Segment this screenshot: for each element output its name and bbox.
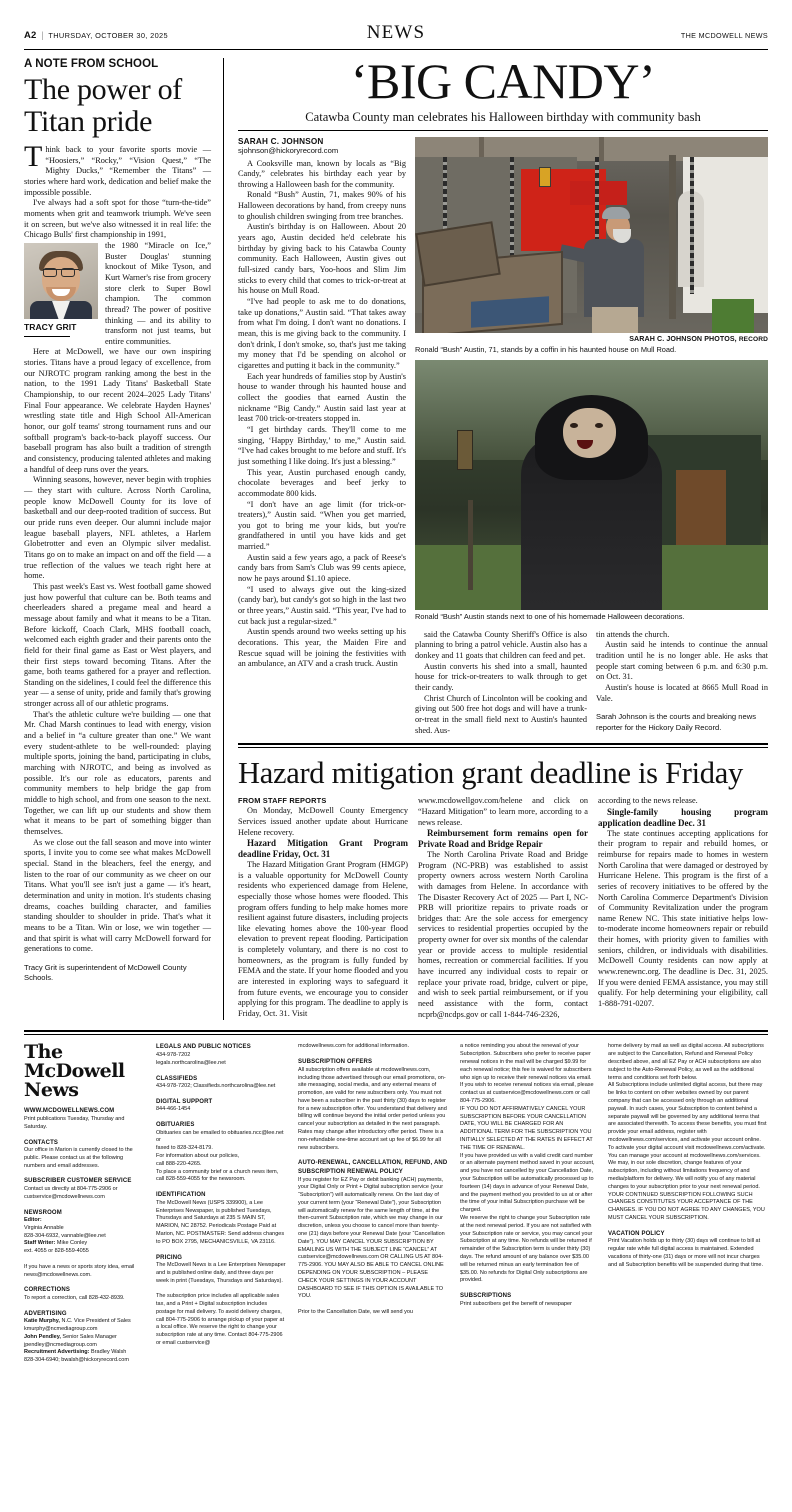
footer-text: kmurphy@ncmediagroup.com	[24, 1326, 98, 1333]
footer-heading: CORRECTIONS	[24, 1287, 70, 1294]
hazard-subhead-1: Hazard Mitigation Grant Program deadline Friday, Oct. 31	[238, 838, 408, 860]
photo2-caption: Ronald “Bush” Austin stands next to one of his homemade Halloween decorations.	[415, 612, 685, 622]
footer-text: To report a correction, call 828-432-8939.	[24, 1294, 125, 1301]
footer-column-3	[298, 1043, 448, 1365]
photo1-caption: Ronald “Bush” Austin, 71, stands by a coffin in his haunted house on Mull Road.	[415, 344, 677, 354]
story-column-2	[415, 630, 587, 737]
story-para-14: Christ Church of Lincolnton will be cooking and giving out 500 free hot dogs and will have a trunk-or-treat in the small field next to Austin's haunted shed. Aus-	[415, 693, 587, 735]
main-story	[224, 53, 768, 1020]
hazard-subhead-3: Single-family housing program application deadline Dec. 31	[598, 806, 768, 828]
folio-rule	[24, 49, 768, 50]
column-para-4: Winning seasons, however, never begin with trophies — they start with culture. Across North Carolina, people know McDowell County for its love of basketball and our deep-rooted tradition of success. But our pride runs even deeper. Our alumni include major league baseball players, NFL athletes, a Harlem Globetrotter and even an Olympic silver medalist. Titans go on to make an impact on and off the field — a true reflection of the values we teach right here at home.	[24, 475, 211, 581]
column-headline-line1: The power of	[24, 73, 183, 106]
photo1-credit-bold: SARAH C. JOHNSON PHOTOS,	[629, 334, 737, 343]
footer-text: a notice reminding you about the renewal of your Subscription. Subscribers who prefer to receive paper renewal notices in the mail will be charged $9.99 for each renewal notice; this fee is waived for subscribers who sign up to receive their renewal notices via email. If you wish to receive renewal notices via email, please contact us at custservice@mcdowellnews.com or call 804-775-2906.	[460, 1043, 594, 1104]
footer-text: jpendley@ncmediagroup.com	[24, 1341, 97, 1348]
footer-text: Virginia Annable	[24, 1224, 64, 1231]
footer-label: John Pendley,	[24, 1333, 61, 1340]
footer-text	[24, 1217, 144, 1225]
hazard-column-2	[418, 796, 588, 1020]
footer-text: 844-466-1454	[156, 1106, 191, 1113]
page-number: A2	[24, 30, 37, 41]
column-para-3: Here at McDowell, we have our own inspiring stories. Titans have a proud legacy of excellence, from our NJROTC program ranking among the best in the nation, to the 1991 Lady Titans' Basketball State Championship, to our recent 2024–2025 Lady Titans' Final Four appearance. We celebrate Hayden Haynes' wrestling state title and High School All-American honor, our golf teams' strong tournament runs and our softball program's back-to-back playoff success. Our baseball program has also built a tradition of strength and consistency, producing talented athletes and making a handful of deep runs over the years.	[24, 347, 211, 474]
folio-separator: |	[41, 30, 44, 40]
hazard-rule-bottom	[238, 747, 768, 748]
photo1-credit	[415, 335, 768, 343]
footer-text: Recruitment Advertising: Bradley Walsh	[24, 1349, 127, 1356]
footer-rule-bottom	[24, 1034, 768, 1035]
column-para-2: I've always had a soft spot for those “turn-the-tide” moments when grit and teamwork triumph. We've seen it on screen, but we've also witnessed it in real life: the Chicago Bulls' first championship in 1991,	[24, 198, 211, 240]
column-kicker: A NOTE FROM SCHOOL	[24, 58, 159, 70]
footer-text: Katie Murphy, N.C. Vice President of Sales	[24, 1318, 131, 1325]
hazard-para-5: according to the news release.	[598, 796, 698, 806]
story-para-17: Austin's house is located at 8665 Mull Road in Vale.	[596, 683, 768, 703]
footer-heading: IDENTIFICATION	[156, 1192, 206, 1199]
folio-date: THURSDAY, OCTOBER 30, 2025	[48, 31, 168, 40]
hazard-para-2: The Hazard Mitigation Grant Program (HMGP) is a valuable opportunity for McDowell County residents who experienced damage from Helene, especially those whose homes were flooded. This program offers funding to help make homes more resilient against future disasters, including projects like elevating homes above the 100-year flood elevation to prevent repeat flooding. Participation is completely voluntary, and there is no cost to homeowners, as the program is fully funded by FEMA and the state. If your home flooded and you are interested in exploring ways to safeguard it from future events, we encourage you to consider applying for this program. The deadline to apply is Friday, Oct. 31. Visit	[238, 859, 408, 1019]
column-body	[24, 140, 211, 955]
column-para-1	[24, 140, 211, 198]
story-column-1	[238, 137, 406, 737]
column-para-1-text: hink back to your favorite sports movie — “Hoosiers,” “Rocky,” “Vision Quest,” “The Mighty Ducks,” “Remember the Titans” — stories where hard work, dedication and belief make the impossible possible.	[24, 145, 211, 197]
footer-text: The McDowell News is a Lee Enterprises Newspaper and is published online daily, and three days per week in print (Tuesdays, Thursdays and Saturdays).	[156, 1262, 286, 1284]
hazard-para-4: The North Carolina Private Road and Bridge Program (NC-PRB) was established to assist property owners across western North Carolina with damages from Helene. In accordance with The Disaster Recovery Act of 2025 — Part I, NC-PRB will prioritize repairs to private roads or bridges that: Are the sole access for emergency services to residential properties occupied by the property owner for over six months of the calendar year or provide access to multiple residential homes, recreation or commercial facilities. If you have incurred any individual costs to repair or replace your private road, bridge, culvert or pipe, and wish to seek partial reimbursement, or if you need assistance with the form, contact ncprb@ncdps.gov or call 1-844-746-2326,	[418, 849, 588, 1019]
columnist-avatar	[24, 243, 98, 319]
hazard-column-1	[238, 796, 408, 1020]
story-para-15: tin attends the church.	[596, 629, 670, 639]
footer-text: 828-304-6932, vannable@lee.net	[24, 1232, 106, 1239]
footer-heading: PRICING	[156, 1254, 183, 1261]
footer-text: To place a community brief or a church news item, call 828-559-4055 for the newsroom.	[156, 1168, 279, 1183]
story-runover	[415, 630, 768, 737]
byline-name: SARAH C. JOHNSON	[238, 136, 324, 146]
footer-label: Katie Murphy,	[24, 1318, 60, 1325]
footer-label: Staff Writer:	[24, 1240, 56, 1247]
story-col2-body	[415, 630, 587, 737]
story-para-8: “I don't have an age limit (for trick-or-treaters),” Austin said. “When you get married, you got to bring me your kids, but you're grandfathered in until you have kids and get married.”	[238, 499, 406, 552]
story-para-9: Austin said a few years ago, a pack of Reese's candy bars from Sam's Club was 99 cents apiece, now he pays around $1.10 apiece.	[238, 552, 406, 584]
opinion-column	[24, 58, 224, 1020]
columnist-rule	[24, 336, 70, 337]
footer-text: IF YOU DO NOT AFFIRMATIVELY CANCEL YOUR SUBSCRIPTION BEFORE YOUR CANCELLATION DATE, YOU WILL BE CHARGED FOR AN ADDITIONAL TERM FOR THE SUBSCRIPTION YOU INITIALLY SELECTED AT THE RATES IN EFFECT AT THE TIME OF RENEWAL.	[460, 1105, 593, 1151]
hazard-headline: Hazard mitigation grant deadline is Friday	[238, 756, 743, 791]
hazard-columns	[238, 796, 768, 1020]
footer-text: call 888-220-4265.	[156, 1160, 202, 1167]
top-region	[24, 53, 768, 1020]
footer-heading: AUTO-RENEWAL, CANCELLATION, REFUND, AND SUBSCRIPTION RENEWAL POLICY	[298, 1160, 448, 1175]
column-para-5: This past week's East vs. West football game showed just how powerful that culture can be. Both teams and cheerleaders shared a pregame meal and heard a message about family and what it means to be a Titan. Before kickoff, Coach Clark, MHS football coach, welcomed each eighth grader and their parents onto the field for their final game as East or West players, and their first steps toward becoming Titans. After the game, both teams gathered for a prayer and reflection. Standing on the sidelines, I could feel the difference this year — a sense of unity, pride and family that's growing stronger across all of our athletic programs.	[24, 581, 211, 709]
footer-heading: SUBSCRIPTIONS	[460, 1293, 512, 1300]
story-para-4: “I've had people to ask me to do donations, take up donations,” Austin said. “That takes away from what I'm doing. I don't want no donations. I mean, this is me giving back to the community. I don't drink, I don't smoke, so, that's just me taking my money that I'd be spending on alcohol or cigarettes and putting it back in the community.”	[238, 297, 406, 370]
halloween-decoration-photo	[415, 360, 768, 610]
footer-heading: WWW.MCDOWELLNEWS.COM	[24, 1108, 115, 1115]
section-name: NEWS	[366, 22, 426, 43]
footer-text: We may, in our sole discretion, change features of your subscription, including without limitations frequency of and media/platform for delivery. We will notify you of any material changes to your subscription prior to your next renewal period. YOUR CONTINUED SUBSCRIPTION FOLLOWING SUCH CHANGES CONSTITUTES YOUR ACCEPTANCE OF THE CHANGES. IF YOU DO NOT AGREE TO ANY CHANGES, YOU MUST CANCEL YOUR SUBSCRIPTION.	[608, 1160, 765, 1221]
footer-text: legals.northcarolina@lee.net	[156, 1059, 226, 1066]
story-column-3	[596, 630, 768, 737]
footer-column-1	[24, 1043, 144, 1365]
footer-heading: SUBSCRIPTION OFFERS	[298, 1059, 373, 1066]
footer-heading: OBITUARIES	[156, 1122, 195, 1129]
footer-text: Print subscribers get the benefit of newspaper	[460, 1300, 572, 1307]
footer-text: Print publications Tuesday, Thursday and Saturday.	[24, 1115, 125, 1130]
story-para-11: Austin spends around two weeks setting up his decorations. This year, the Maiden Fire and Rescue squad will be joining the festivities with an ambulance, an ATV and a crash truck. Austin	[238, 627, 406, 669]
story-col3-body	[596, 630, 768, 705]
footer-text: If you have a news or sports story idea, email news@mcdowellnews.com.	[24, 1263, 135, 1278]
footer-masthead	[24, 1043, 768, 1365]
footer-heading: CONTACTS	[24, 1139, 59, 1146]
footer-rule-top	[24, 1030, 768, 1032]
footer-text: All Subscriptions include unlimited digital access, but there may be links to content on other websites owned by our parent company that can be accessed only through an additional paywall. In such cases, your Subscription to content behind a separate paywall will be governed by any additional terms that are associated therewith. To access these benefits, you must first provide your email address, register with mcdowellnews.com/services, and activate your account online. To activate your digital account visit mcdowellnews.com/activate. You can manage your account at mcdowellnews.com/services.	[608, 1082, 767, 1159]
footer-text: home delivery by mail as well as digital access. All subscriptions are subject to the Cancellation, Refund and Renewal Policy described above, and all EZ Pay or ACH subscriptions are also subject to the Auto-Renewal Policy, as well as the additional terms and conditions set forth below.	[608, 1043, 764, 1081]
column-para-6: That's the athletic culture we're building — one that Mr. Chad Marsh continues to lead with energy, vision and a belief in “a culture greater than one.” We want every student-athlete to be well-rounded: playing multiple sports, joining the band, participating in clubs, marching with NJROTC, and being as involved as possible. It's our role as educators, parents and community members to help bridge the gap from middle to high school, and from one season to the next. Together, we can lift up our students and show them what it means to be part of something bigger than themselves.	[24, 709, 211, 836]
story-para-16: Austin said he intends to continue the annual tradition until he is no longer able. He asks that people start coming between 6 p.m. and 6:30 p.m. on Oct. 31.	[596, 640, 768, 682]
footer-text: Print Vacation holds up to thirty (30) days will continue to bill at regular rate while full digital access is maintained. Extended vacations of thirty-one (31) days or more will not incur charges and all Subscription benefits will be suspended during that time.	[608, 1238, 764, 1268]
footer-label: Editor:	[24, 1217, 42, 1224]
footer-text: John Pendley, Senior Sales Manager	[24, 1333, 117, 1340]
photo1-credit-source: RECORD	[738, 335, 768, 343]
story-para-5: Each year hundreds of families stop by Austin's house to wander through his haunted house and collect the goodies that earned Austin the nickname “Big Candy.” Austin said last year at least 700 trick-or-treaters stopped in.	[238, 371, 406, 424]
footer-text: Our office in Marion is currently closed to the public. Please contact us at the following numbers and email addresses.	[24, 1147, 133, 1169]
folio-left	[24, 30, 367, 41]
story-para-7: This year, Austin purchased enough candy, chocolate beverages and beef jerky to accommodate 800 kids.	[238, 467, 406, 498]
story-para-3: Austin's birthday is on Halloween. About 20 years ago, Austin decided he'd celebrate his birthday by giving back to his Catawba County community. Each Halloween, Austin gives out full-sized candy bars, Yoo-hoos and Slim Jim sticks to every child that comes to trick-or-treat at his house on Mull Road.	[238, 222, 406, 296]
footer-heading: SUBSCRIBER CUSTOMER SERVICE	[24, 1178, 132, 1185]
footer-text: We reserve the right to change your Subscription rate at the next renewal period. If you are not satisfied with your Subscription rate or service, you may cancel your Subscription at any time. No refunds will be returned if remainder of the Subscription term is under thirty (30) days. The refund amount of any balance over $35.00 will be returned minus an early termination fee of $35.00. No refunds for Digital Only subscriptions are provided.	[460, 1214, 593, 1284]
footer-heading: DIGITAL SUPPORT	[156, 1098, 213, 1105]
main-rule	[238, 130, 768, 131]
footer-text: For information about our policies,	[156, 1153, 240, 1160]
hazard-source: FROM STAFF REPORTS	[238, 796, 327, 806]
footer-heading: CLASSIFIEDS	[156, 1075, 198, 1082]
hazard-col2-body	[418, 796, 588, 1020]
hazard-col3-body	[598, 796, 768, 1009]
footer-label: Recruitment Advertising:	[24, 1349, 90, 1356]
haunted-house-photo	[415, 137, 768, 333]
footer-text: 434-978-7202; Classifieds.northcarolina@lee.net	[156, 1083, 276, 1090]
photo-column	[415, 137, 768, 737]
footer-text: mcdowellnews.com for additional information.	[298, 1043, 409, 1050]
footer-column-4	[460, 1043, 596, 1365]
footer-text	[24, 1256, 144, 1264]
column-para-2b: the 1980 “Miracle on Ice,” Buster Douglas' stunning knockout of Mike Tyson, and Kurt Warner's rise from grocery store clerk to Super Bowl champion. The common thread? The power of positive thinking — and its ability to transform not just teams, but entire communities.	[105, 240, 211, 346]
column-headline	[24, 74, 211, 137]
story-para-1: A Cooksville man, known by locals as “Big Candy,” celebrates his birthday each year by throwing a Halloween bash for the community.	[238, 158, 406, 189]
footer-column-5	[608, 1043, 768, 1365]
footer-text: ext. 4055 or 828-559-4055	[24, 1248, 89, 1255]
column-headline-line2: Titan pride	[24, 104, 153, 138]
footer-text: Staff Writer: Mike Conley	[24, 1240, 88, 1247]
footer-text: faxed to 828-324-8179.	[156, 1145, 213, 1152]
footer-heading: LEGALS AND PUBLIC NOTICES	[156, 1044, 251, 1051]
story-para-6: “I get birthday cards. They'll come to me singing, ‘Happy Birthday,’ to me,” Austin said. “I've had cakes brought to me before and stuff. It's just something I like doing. It's just a blessing.”	[238, 424, 406, 466]
story-tagline: Sarah Johnson is the courts and breaking news reporter for the Hickory Daily Record.	[596, 712, 756, 732]
byline-email[interactable]: sjohnson@hickoryrecord.com	[238, 145, 339, 155]
hazard-rule-top	[238, 743, 768, 745]
masthead-logo: The McDowell News	[24, 1041, 125, 1102]
column-tagline: Tracy Grit is superintendent of McDowell County Schools.	[24, 962, 187, 983]
hazard-subhead-2: Reimbursement form remains open for Private Road and Bridge Repair	[418, 828, 588, 850]
hazard-col1-body	[238, 806, 408, 1019]
footer-text	[156, 1285, 286, 1293]
story-para-12: said the Catawba County Sheriff's Office is also planning to bring a patrol vehicle. Austin also has a donkey and 11 goats that children can feed and pet.	[415, 629, 587, 661]
footer-text: The McDowell News (USPS 339900), a Lee Enterprises Newspaper, is published Tuesdays, Thursdays and Saturdays at 235 S MAIN ST, MARION, NC 28752. Periodicals Postage Paid at Marion, NC. POSTMASTER: Send address changes to PO BOX 2795, MECHANICSVILLE, VA 23116.	[156, 1199, 285, 1245]
columnist-name: TRACY GRIT	[24, 321, 77, 332]
column-para-7: As we close out the fall season and move into winter sports, I invite you to come see what makes McDowell special. Stand in the bleachers, feel the energy, and listen to the roar of our community as we cheer on our Titans. What you'll see isn't just a game — it's heart, determination and unity in motion. It's students chasing dreams, coaches building character, and families standing shoulder to shoulder in pride. That's what it means to be a Titan. Win or lose, we win together — and that spirit is what will carry McDowell forward for generations to come.	[24, 837, 211, 954]
story-para-10: “I used to always give out the king-sized (candy bar), but candy's got so high in the last two or three years,” Austin said. “This year, I've had to cut back just a regular-sized.”	[238, 584, 406, 626]
footer-text: Obituaries can be emailed to obituaries.ncc@lee.net or	[156, 1129, 284, 1144]
footer-text: 434-978-7202	[156, 1051, 191, 1058]
folio-bar	[24, 22, 768, 44]
main-story-columns	[238, 137, 768, 737]
footer-text: If you register for EZ Pay or debit banking (ACH) payments, your Digital Only or Print + Digital subscription service (your “Subscription”) will automatically renew. On the last day of your current term (your “Renewal Date”), your Subscription will automatically renew for the same length of time, at the then-current Subscription rate, which we may change in our discretion, unless you choose to cancel more than twenty-one (21) days before your Renewal Date (your “Cancellation Date”). YOU MAY CANCEL YOUR SUBSCRIPTION BY EMAILING US WITH THE SUBJECT LINE “CANCEL” AT custservice@mcdowellnews.com OR CALLING US AT 804-775-2906. YOU MAY ALSO BE ABLE TO CANCEL ONLINE DEPENDING ON YOUR SUBSCRIPTION – PLEASE CHECK YOUR SETTINGS IN YOUR ACCOUNT DASHBOARD TO SEE IF THIS OPTION IS AVAILABLE TO YOU.	[298, 1176, 445, 1300]
hazard-para-1: On Monday, McDowell County Emergency Services issued another update about Hurricane Helene recovery.	[238, 806, 408, 837]
hazard-para-6: The state continues accepting applications for their program to repair and rebuild homes, or reimburse for repairs made to homes in western North Carolina that were damaged or destroyed by Hurricane Helene. This program is the first of a series of recovery initiatives to be offered by the North Carolina Commerce Department's Division of Community Revitalization under the program name Renew NC. This state initiative helps low-to-moderate income homeowners repair or rebuild their homes, with priority given to families with seniors, children, or individuals with disabilities. McDowell County residents can now apply at www.renewnc.org. The deadline is Dec. 31, 2025. If you were denied FEMA assistance, you may still qualify. For help determining your eligibility, call 1-888-791-0207.	[598, 828, 768, 1009]
footer-text: Prior to the Cancellation Date, we will send you	[298, 1309, 413, 1316]
hazard-para-3: www.mcdowellgov.com/helene and click on “Hazard Mitigation” to learn more, according to a news release.	[418, 796, 588, 827]
footer-heading: ADVERTISING	[24, 1310, 67, 1317]
story-para-2: Ronald “Bush” Austin, 71, makes 90% of his Halloween decorations by hand, from creepy nuns to ghoulish children swinging from tree branches.	[238, 190, 406, 221]
footer-heading: NEWSROOM	[24, 1209, 62, 1216]
story-para-13: Austin converts his shed into a small, haunted house for trick-or-treaters to walk through to get their candy.	[415, 661, 587, 693]
footer-column-2	[156, 1043, 286, 1365]
footer-text	[298, 1301, 448, 1309]
footer-heading: VACATION POLICY	[608, 1230, 665, 1237]
main-deck: Catawba County man celebrates his Halloween birthday with community bash	[305, 109, 701, 124]
main-headline: ‘BIG CANDY’	[350, 53, 656, 109]
footer-col1-blocks	[24, 1107, 144, 1365]
publication-name: THE MCDOWELL NEWS	[680, 31, 769, 40]
story-col1-body	[238, 159, 406, 671]
footer-text: 828-304-6940; bwalsh@hickoryrecord.com	[24, 1357, 129, 1364]
footer-text: All subscription offers available at mcdowellnews.com, including those advertised through our email promotions, on-site messaging, social media, and any external means of promotion, are valid for new subscribers only. You must not have been a subscriber in the past thirty (30) days to register for a new subscription offer. You understand that delivery and billing will continue beyond the initial order period unless you cancel your subscription as detailed in the next paragraph. Rates may change after introductory offer period. There is a non-refundable one-time account set up fee of $6.99 for all new subscribers.	[298, 1066, 447, 1151]
footer-text: The subscription price includes all applicable sales tax, and a Print + Digital subscription includes postage for mail delivery. To avoid delivery charges, call 804-775-2906 to arrange pickup of your paper at a local office. We reserve the right to change your subscription rate at any time. Contact 804-775-2906 or email custservice@	[156, 1293, 285, 1346]
drop-cap: T	[24, 140, 43, 173]
footer-text: Contact us directly at 804-775-2906 or custservice@mcdowellnews.com	[24, 1185, 118, 1200]
columnist-photo-wrap	[24, 243, 98, 337]
hazard-column-3	[598, 796, 768, 1020]
footer-text: If you have provided us with a valid credit card number or an alternate payment method saved in your account, and you have not cancelled by your Cancellation Date, your Subscription will be automatically processed up to fourteen (14) days in advance of your Renewal Date, and the payment method you provided to us at or after the time of your initial Subscription purchase will be charged.	[460, 1152, 595, 1214]
